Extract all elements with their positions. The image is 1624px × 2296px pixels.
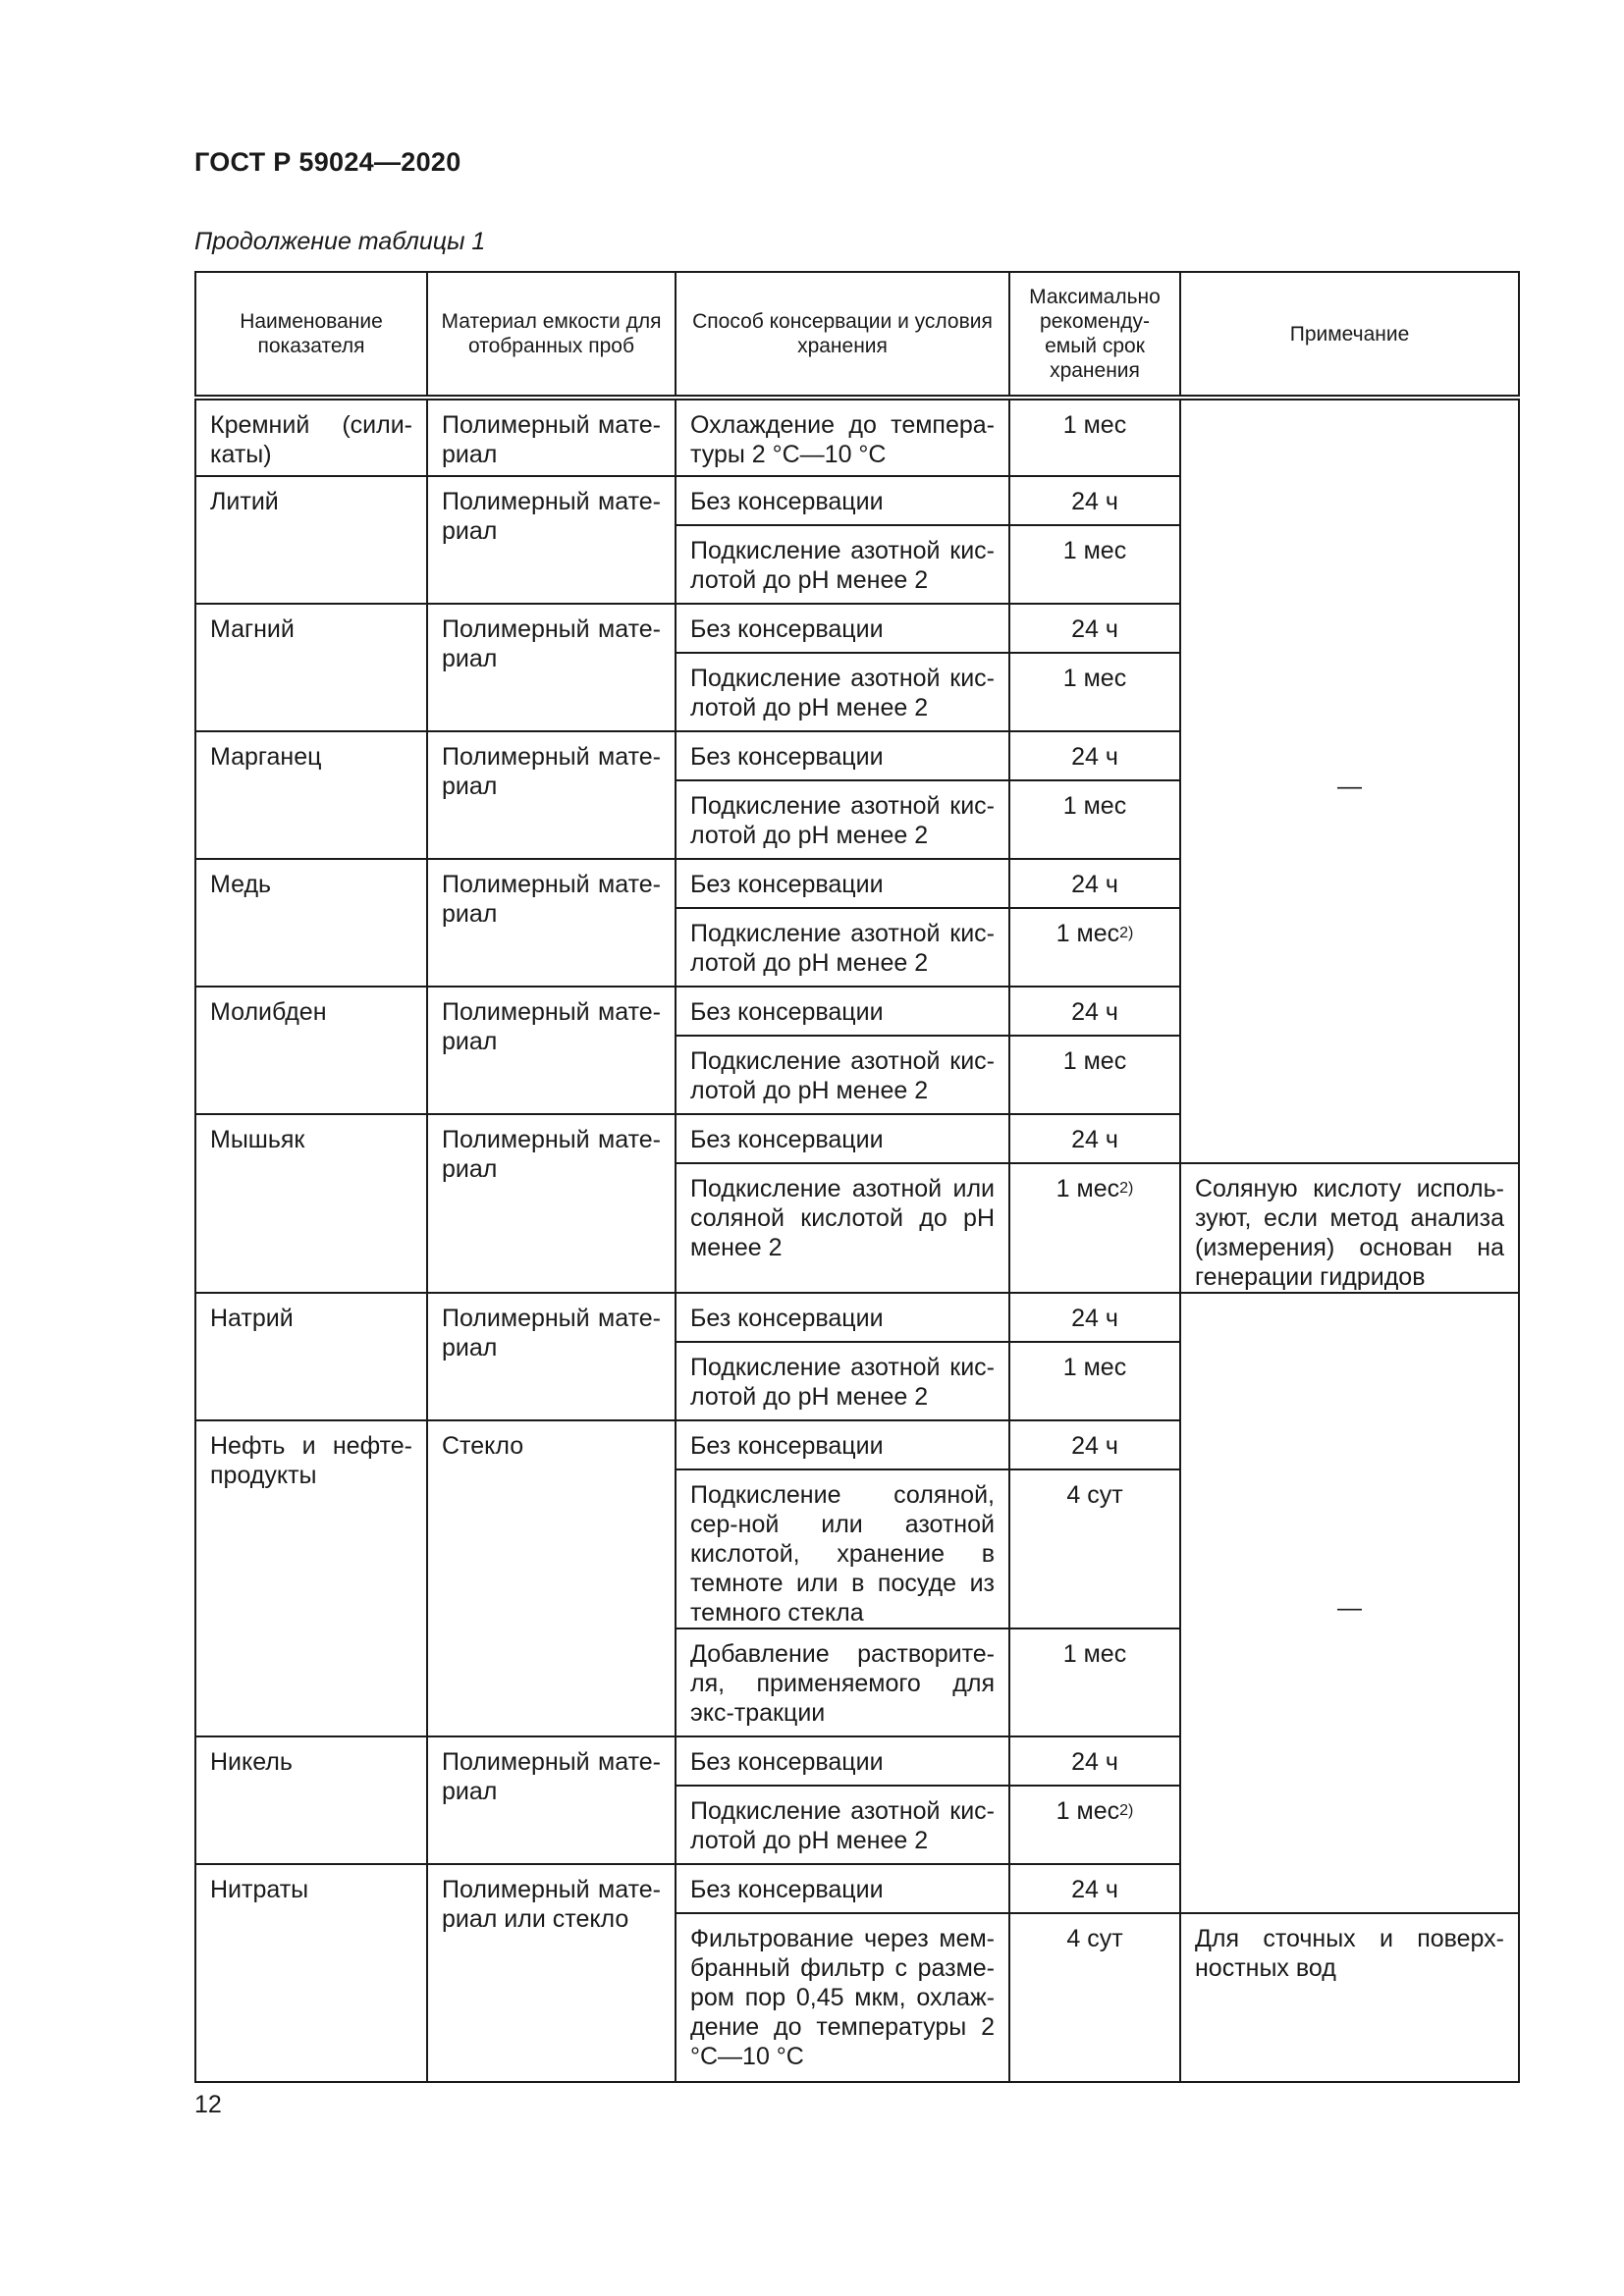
preservation-method-cell: Подкисление азотной кис-лотой до pH менее 2 xyxy=(676,653,1009,731)
table-row xyxy=(195,1293,1519,1342)
preservation-method-cell: Подкисление азотной кис-лотой до pH менее 2 xyxy=(676,525,1009,604)
storage-term-value: 1 мес xyxy=(1056,920,1120,947)
indicator-name-cell: Марганец xyxy=(195,731,427,859)
container-material-cell: Полимерный мате-риал xyxy=(427,987,676,1114)
storage-table-body xyxy=(195,272,1519,2082)
storage-term-value: 24 ч xyxy=(1071,998,1118,1026)
table-header-row xyxy=(195,272,1519,398)
preservation-method-cell: Подкисление азотной кис-лотой до pH менее 2 xyxy=(676,1342,1009,1420)
column-header-indicator: Наименование показателя xyxy=(195,272,427,398)
storage-term-value: 1 мес xyxy=(1062,411,1127,439)
storage-term-value: 1 мес xyxy=(1062,1640,1127,1668)
storage-term-cell xyxy=(1009,398,1180,476)
storage-term-cell xyxy=(1009,1786,1180,1864)
preservation-method-cell: Охлаждение до темпера-туры 2 °С—10 °С xyxy=(676,398,1009,476)
container-material-cell: Полимерный мате-риал xyxy=(427,731,676,859)
indicator-name-cell: Магний xyxy=(195,604,427,731)
container-material-cell: Полимерный мате-риал xyxy=(427,604,676,731)
storage-term-value: 4 сут xyxy=(1066,1481,1123,1509)
indicator-name-cell: Кремний (сили-каты) xyxy=(195,398,427,476)
storage-term-value: 24 ч xyxy=(1071,1126,1118,1153)
preservation-method-cell: Без консервации xyxy=(676,987,1009,1036)
preservation-method-cell: Без консервации xyxy=(676,476,1009,525)
storage-term-cell xyxy=(1009,1736,1180,1786)
preservation-method-cell: Без консервации xyxy=(676,1736,1009,1786)
storage-term-value: 1 мес xyxy=(1062,792,1127,820)
storage-term-value: 1 мес xyxy=(1062,1354,1127,1381)
indicator-name-cell: Никель xyxy=(195,1736,427,1864)
preservation-method-cell: Подкисление азотной кис-лотой до pH менее 2 xyxy=(676,1786,1009,1864)
indicator-name-cell: Медь xyxy=(195,859,427,987)
storage-term-value: 1 мес xyxy=(1056,1175,1120,1202)
storage-term-cell xyxy=(1009,653,1180,731)
storage-term-cell xyxy=(1009,476,1180,525)
container-material-cell: Полимерный мате-риал xyxy=(427,1293,676,1420)
storage-term-cell xyxy=(1009,731,1180,780)
container-material-cell: Полимерный мате-риал xyxy=(427,859,676,987)
preservation-method-cell: Подкисление азотной или соляной кислотой до pH менее 2 xyxy=(676,1163,1009,1293)
indicator-name-cell: Нитраты xyxy=(195,1864,427,2082)
storage-term-value: 1 мес xyxy=(1056,1797,1120,1825)
page-number: 12 xyxy=(194,2091,222,2118)
storage-term-cell xyxy=(1009,780,1180,859)
note-dash-cell: — xyxy=(1180,1293,1519,1913)
indicator-name-cell: Молибден xyxy=(195,987,427,1114)
note-cell: Соляную кислоту исполь-зуют, если метод анализа (измерения) основан на генерации гидридов xyxy=(1180,1163,1519,1293)
storage-term-cell xyxy=(1009,1420,1180,1469)
storage-table xyxy=(194,271,1520,2083)
footnote-mark: 2) xyxy=(1119,1802,1134,1819)
footnote-mark: 2) xyxy=(1119,1180,1134,1197)
column-header-method: Способ консервации и условия хранения xyxy=(676,272,1009,398)
storage-term-cell xyxy=(1009,1629,1180,1736)
indicator-name-cell: Нефть и нефте-продукты xyxy=(195,1420,427,1736)
note-cell: Для сточных и поверх-ностных вод xyxy=(1180,1913,1519,2082)
container-material-cell: Полимерный мате-риал или стекло xyxy=(427,1864,676,2082)
storage-term-cell xyxy=(1009,1469,1180,1629)
container-material-cell: Полимерный мате-риал xyxy=(427,476,676,604)
indicator-name-cell: Натрий xyxy=(195,1293,427,1420)
preservation-method-cell: Подкисление соляной, сер-ной или азотной кислотой, хранение в темноте или в посуде из темного стекла xyxy=(676,1469,1009,1629)
storage-term-cell xyxy=(1009,1913,1180,2082)
container-material-cell: Полимерный мате-риал xyxy=(427,1736,676,1864)
storage-term-cell xyxy=(1009,1036,1180,1114)
preservation-method-cell: Добавление растворите-ля, применяемого для экс-тракции xyxy=(676,1629,1009,1736)
container-material-cell: Полимерный мате-риал xyxy=(427,398,676,476)
storage-term-value: 4 сут xyxy=(1066,1925,1123,1952)
storage-term-value: 24 ч xyxy=(1071,488,1118,515)
storage-term-cell xyxy=(1009,1163,1180,1293)
column-header-note: Примечание xyxy=(1180,272,1519,398)
storage-term-cell xyxy=(1009,987,1180,1036)
table-row xyxy=(195,398,1519,476)
storage-term-value: 1 мес xyxy=(1062,537,1127,564)
storage-term-value: 1 мес xyxy=(1062,665,1127,692)
storage-term-value: 1 мес xyxy=(1062,1047,1127,1075)
preservation-method-cell: Подкисление азотной кис-лотой до pH менее 2 xyxy=(676,1036,1009,1114)
footnote-mark: 2) xyxy=(1119,925,1134,941)
storage-term-value: 24 ч xyxy=(1071,1876,1118,1903)
preservation-method-cell: Без консервации xyxy=(676,1293,1009,1342)
storage-term-cell xyxy=(1009,859,1180,908)
storage-term-cell xyxy=(1009,1864,1180,1913)
storage-term-cell xyxy=(1009,1342,1180,1420)
preservation-method-cell: Без консервации xyxy=(676,1420,1009,1469)
preservation-method-cell: Без консервации xyxy=(676,604,1009,653)
indicator-name-cell: Мышьяк xyxy=(195,1114,427,1293)
storage-term-cell xyxy=(1009,908,1180,987)
preservation-method-cell: Без консервации xyxy=(676,859,1009,908)
preservation-method-cell: Фильтрование через мем-бранный фильтр с разме-ром пор 0,45 мкм, охлаж-дение до температуры 2 °С—10 °С xyxy=(676,1913,1009,2082)
note-dash-cell: — xyxy=(1180,398,1519,1163)
storage-term-cell xyxy=(1009,1293,1180,1342)
storage-term-value: 24 ч xyxy=(1071,1748,1118,1776)
storage-term-cell xyxy=(1009,525,1180,604)
storage-term-value: 24 ч xyxy=(1071,871,1118,898)
preservation-method-cell: Подкисление азотной кис-лотой до pH менее 2 xyxy=(676,780,1009,859)
column-header-material: Материал емкости для отобранных проб xyxy=(427,272,676,398)
container-material-cell: Полимерный мате-риал xyxy=(427,1114,676,1293)
storage-term-value: 24 ч xyxy=(1071,743,1118,771)
storage-term-cell xyxy=(1009,604,1180,653)
document-code: ГОСТ Р 59024—2020 xyxy=(194,147,461,177)
storage-term-value: 24 ч xyxy=(1071,1305,1118,1332)
preservation-method-cell: Без консервации xyxy=(676,1114,1009,1163)
indicator-name-cell: Литий xyxy=(195,476,427,604)
storage-term-cell xyxy=(1009,1114,1180,1163)
column-header-term: Максимально рекоменду-емый срок хранения xyxy=(1009,272,1180,398)
preservation-method-cell: Без консервации xyxy=(676,1864,1009,1913)
storage-term-value: 24 ч xyxy=(1071,615,1118,643)
storage-term-value: 24 ч xyxy=(1071,1432,1118,1460)
preservation-method-cell: Подкисление азотной кис-лотой до pH менее 2 xyxy=(676,908,1009,987)
table-continuation-caption: Продолжение таблицы 1 xyxy=(194,228,486,255)
preservation-method-cell: Без консервации xyxy=(676,731,1009,780)
container-material-cell: Стекло xyxy=(427,1420,676,1736)
